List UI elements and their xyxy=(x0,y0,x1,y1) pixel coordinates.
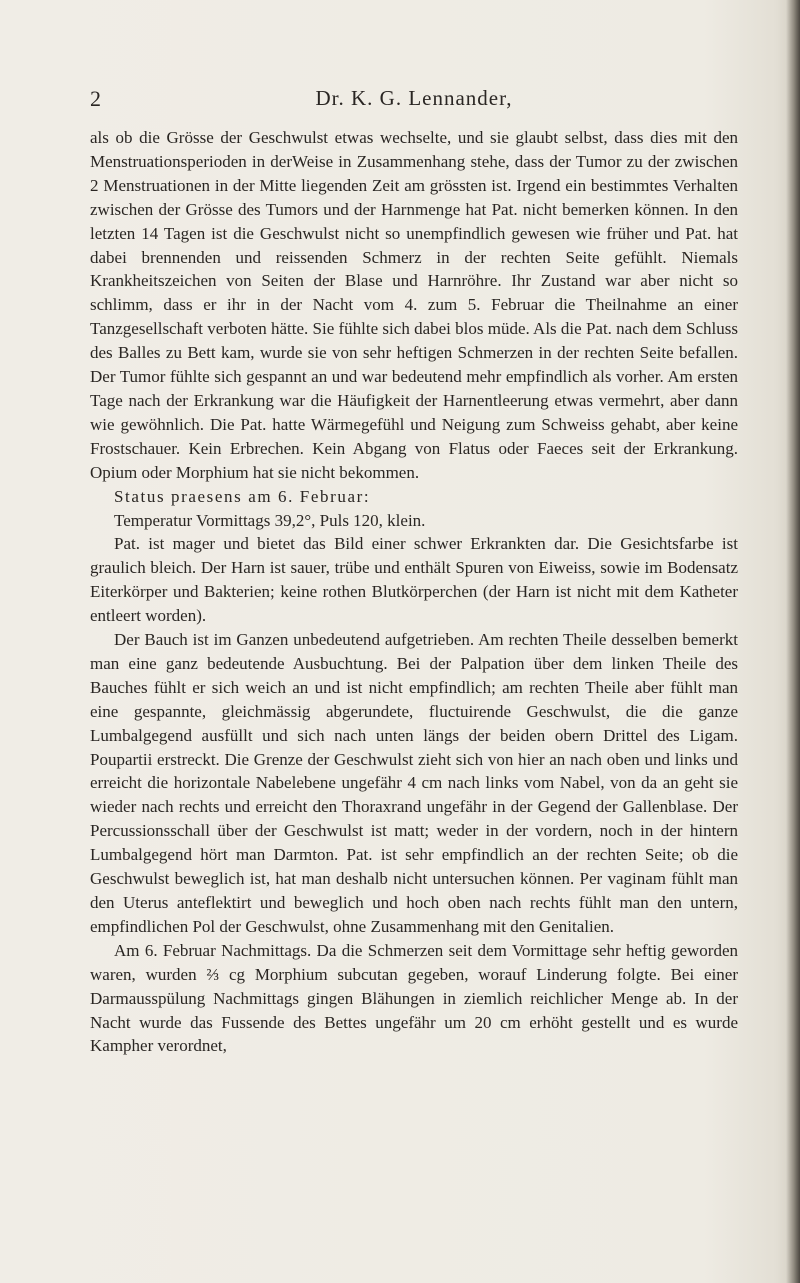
paragraph-afternoon: Am 6. Februar Nachmittags. Da die Schmerzen seit dem Vormittage sehr heftig geworden waren, wurden ⅔ cg Morphium subcutan gegeben, worauf Linderung folgte. Bei einer Darmausspülung Nachmittags gingen Blähungen in ziemlich reichlicher Menge ab. In der Nacht wurde das Fussende des Bettes ungefähr um 20 cm erhöht gestellt und es wurde Kampher verordnet, xyxy=(90,940,738,1056)
body-text xyxy=(90,126,738,1058)
page-edge-shadow xyxy=(786,0,800,1283)
paragraph-history: als ob die Grösse der Geschwulst etwas wechselte, und sie glaubt selbst, dass dies mit den Menstruationsperioden in derWeise in Zusammenhang stehe, dass der Tumor zu der zwischen 2 Menstruationen in der Mitte liegenden Zeit am grössten ist. Irgend ein bestimmtes Verhalten zwischen der Grösse des Tumors und der Harnmenge hat Pat. nicht bemerken können. In den letzten 14 Tagen ist die Geschwulst nicht so unempfindlich gewesen wie früher und Pat. hat dabei brennenden und reissenden Schmerz in der rechten Seite gefühlt. Niemals Krankheitszeichen von Seiten der Blase und Harnröhre. Ihr Zustand war aber nicht so schlimm, dass er ihr in der Nacht vom 4. zum 5. Februar die Theilnahme an einer Tanzgesellschaft verboten hätte. Sie fühlte sich dabei blos müde. Als die Pat. nach dem Schluss des Balles zu Bett kam, wurde sie von sehr heftigen Schmerzen in der rechten Seite befallen. Der Tumor fühlte sich gespannt an und war bedeutend mehr empfindlich als vorher. Am ersten Tage nach der Erkrankung war die Häufigkeit der Harnentleerung etwas vermehrt, aber dann wie gewöhnlich. Die Pat. hatte Wärmegefühl und Neigung zum Schweiss gehabt, aber keine Frostschauer. Kein Erbrechen. Kein Abgang von Flatus oder Faeces seit der Erkrankung. Opium oder Morphium hat sie nicht bekommen. xyxy=(90,128,738,482)
paragraph-abdomen: Der Bauch ist im Ganzen unbedeutend aufgetrieben. Am rechten Theile desselben bemerkt man eine ganz bedeutende Ausbuchtung. Bei der Palpation über dem linken Theile des Bauches fühlt er sich weich an und ist nicht empfindlich; am rechten Theile aber fühlt man eine gespannte, gleichmässig abgerundete, fluctuirende Geschwulst, die die ganze Lumbalgegend ausfüllt und sich nach unten längs der beiden obern Drittel des Ligam. Poupartii erstreckt. Die Grenze der Geschwulst zieht sich von hier an nach oben und links und erreicht die horizontale Nabelebene ungefähr 4 cm nach links vom Nabel, von da an geht sie wieder nach rechts und erreicht den Thoraxrand ungefähr in der Gegend der Gallenblase. Der Percussionsschall über der Geschwulst ist matt; weder in der vordern, noch in der hintern Lumbalgegend hört man Darmton. Pat. ist sehr empfindlich an der rechten Seite; ob die Geschwulst beweglich ist, hat man deshalb nicht untersuchen können. Per vaginam fühlt man den Uterus anteflektirt und beweglich und hoch oben nach rechts fühlt man den untern, empfindlichen Pol der Geschwulst, ohne Zusammenhang mit den Genitalien. xyxy=(90,630,738,936)
page-number: 2 xyxy=(90,86,101,111)
running-head: Dr. K. G. Lennander, xyxy=(315,86,513,110)
page-header xyxy=(90,86,738,112)
paragraph-status-heading: Status praesens am 6. Februar: xyxy=(114,486,371,506)
paragraph-temperature: Temperatur Vormittags 39,2°, Puls 120, klein. xyxy=(114,510,426,530)
paragraph-general-state: Pat. ist mager und bietet das Bild einer schwer Erkrankten dar. Die Gesichtsfarbe ist graulich bleich. Der Harn ist sauer, trübe und enthält Spuren von Eiweiss, sowie im Bodensatz Eiterkörper und Bakterien; keine rothen Blutkörperchen (der Harn ist nicht mit dem Katheter entleert worden). xyxy=(90,534,738,626)
